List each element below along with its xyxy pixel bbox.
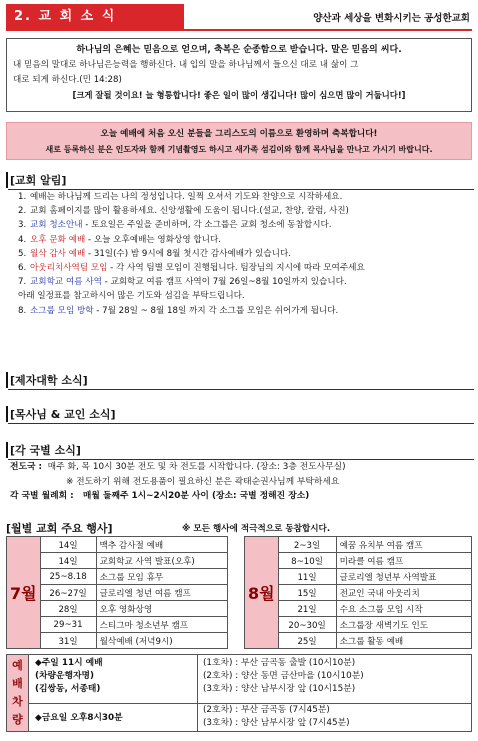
section-tab: 2. 교 회 소 식 xyxy=(6,4,184,30)
table-row: 8~10일 미라클 여름 캠프 xyxy=(245,553,472,569)
verse-line-1: 하나님의 은혜는 믿음으로 얻으며, 축복은 순종함으로 받습니다. 말은 믿음의 씨다. xyxy=(76,45,402,55)
list-item: 6. 아웃리치사역팀 모임 - 각 사역 팀별 모임이 진행됩니다. 팀장님의 지시에 따라 모여주세요 xyxy=(18,263,365,274)
news-title: [교회 알림] xyxy=(6,172,66,188)
verse-line-2: 내 믿음의 말대로 하나님은능력을 행하신다. 내 입의 말을 하나님께서 들으신 대로 내 삶이 그 xyxy=(13,60,359,70)
table-row: 31일 월삭예배 (저녁9시) xyxy=(7,633,228,649)
list-item: 4. 오후 문화 예배 - 오늘 오후예배는 영화상영 합니다. xyxy=(18,234,221,245)
schedule-note: ※ 모든 행사에 적극적으로 동참합시다. xyxy=(182,524,331,534)
table-row: 26~27일 글로리엘 청년 여름 캠프 xyxy=(7,585,228,601)
service-label: 예배차량 xyxy=(7,655,29,731)
schedule-title: [월별 교회 주요 행사] xyxy=(6,522,113,535)
verse-box xyxy=(6,38,472,112)
sunday-service: ◆주일 11시 예배 (차량운행자명) (김쌍동, 서종태) xyxy=(35,658,103,694)
kuk-news xyxy=(10,460,470,504)
month-label: 7월 xyxy=(7,537,41,649)
evangelism-line: 전도국 : 매주 화, 목 10시 30분 전도 및 차 전도를 시작합니다. (장소: 3층 전도사무실) xyxy=(10,462,346,472)
list-item: 1. 예배는 하나님께 드리는 나의 정성입니다. 일찍 오셔서 기도와 찬양으로 시작하세요. xyxy=(18,192,343,202)
welcome-line-2: 새로 등록하신 분은 인도자와 함께 기념촬영도 하시고 새가족 섬김이와 함께 목사님을 만나고 가시기 바랍니다. xyxy=(45,145,433,154)
table-row: 15일 전교인 국내 아웃리치 xyxy=(245,585,472,601)
month-label: 8월 xyxy=(245,537,279,649)
table-row: 20~30일 소그룹장 새벽기도 인도 xyxy=(245,617,472,633)
monthly-meeting: 각 국별 월례회 : 매월 둘째주 1시~2시20분 사이 (장소: 국별 정해진 장소) xyxy=(10,491,310,501)
table-row: 29~31 스티그마 청소년부 캠프 xyxy=(7,617,228,633)
list-item: 3. 교회 청소안내 - 토요일은 주일을 준비하며, 각 소그룹은 교회 청소에 동참합시다. xyxy=(18,220,332,231)
table-row: 21일 수요 소그룹 모임 시작 xyxy=(245,601,472,617)
service-vehicle-box xyxy=(6,654,472,732)
kuk-title: [각 국별 소식] xyxy=(6,442,81,458)
friday-service: ◆금요일 오후8시30분 xyxy=(35,713,123,723)
header-rule xyxy=(6,29,472,31)
divider xyxy=(197,655,198,731)
seminary-title: [제자대학 소식] xyxy=(6,372,88,388)
table-row: 11일 글로리엘 청년부 사역발표 xyxy=(245,569,472,585)
pastor-title: [목사님 & 교인 소식] xyxy=(6,406,116,422)
welcome-box xyxy=(6,122,472,160)
evangelism-note: ※ 전도하기 위해 전도용품이 필요하신 분은 곽태순권사님께 부탁하세요 xyxy=(66,476,340,487)
list-item: 5. 월삭 감사 예배 - 31일(수) 밤 9시에 8월 첫시간 감사예배가 있습니다. xyxy=(18,248,291,259)
july-schedule xyxy=(6,536,228,649)
table-row: 8월 2~3일 예꿈 유치부 여름 캠프 xyxy=(245,537,472,553)
table-row: 14일 교회학교 사역 발표(오후) xyxy=(7,553,228,569)
verse-line-4: [크게 잘될 것이요! 늘 형통합니다! 좋은 일이 많이 생깁니다! 많이 심으면 많이 거둡니다!] xyxy=(72,90,406,100)
table-row: 7월 14일 맥추 감사절 예배 xyxy=(7,537,228,553)
table-row: 25~8.18 소그룹 모임 휴무 xyxy=(7,569,228,585)
verse-line-3: 대로 되게 하신다.(민 14:28) xyxy=(13,75,122,85)
table-row: 25일 소그룹 활동 예배 xyxy=(245,633,472,649)
list-item: 2. 교회 홈페이지를 많이 활용하세요. 신앙생활에 도움이 됩니다.(설교, 찬양, 칼럼, 사진) xyxy=(18,206,349,217)
welcome-line-1: 오늘 예배에 처음 오신 분들을 그리스도의 이름으로 환영하며 축복합니다! xyxy=(100,129,378,139)
news-list xyxy=(16,190,472,318)
vehicle-routes: (1호차) : 부산 금곡동 출발 (10시10분) (2호차) : 양산 동면 금산마을 (10시10분) (3호차) : 양산 남부시장 앞 (10시15분) (2호차) : 부산 금곡동 (7시45분) (3호차) : 양산 남부시장 앞 (7시45분) xyxy=(203,658,364,728)
list-item: 7. 교회학교 여름 사역 - 교회학교 여름 캠프 사역이 7월 26일~8월 10일까지 있습니다. xyxy=(18,277,347,288)
page-header xyxy=(0,0,478,34)
august-schedule xyxy=(244,536,472,649)
table-row: 28일 오후 영화상영 xyxy=(7,601,228,617)
list-item: 아래 일정표를 참고하시어 많은 기도와 섬김을 부탁드립니다. xyxy=(18,291,245,302)
church-slogan: 양산과 세상을 변화시키는 공성한교회 xyxy=(313,13,470,24)
list-item: 8. 소그룹 모임 방학 - 7월 28일 ~ 8월 18일 까지 각 소그룹 모임은 쉬어가게 됩니다. xyxy=(18,305,339,316)
